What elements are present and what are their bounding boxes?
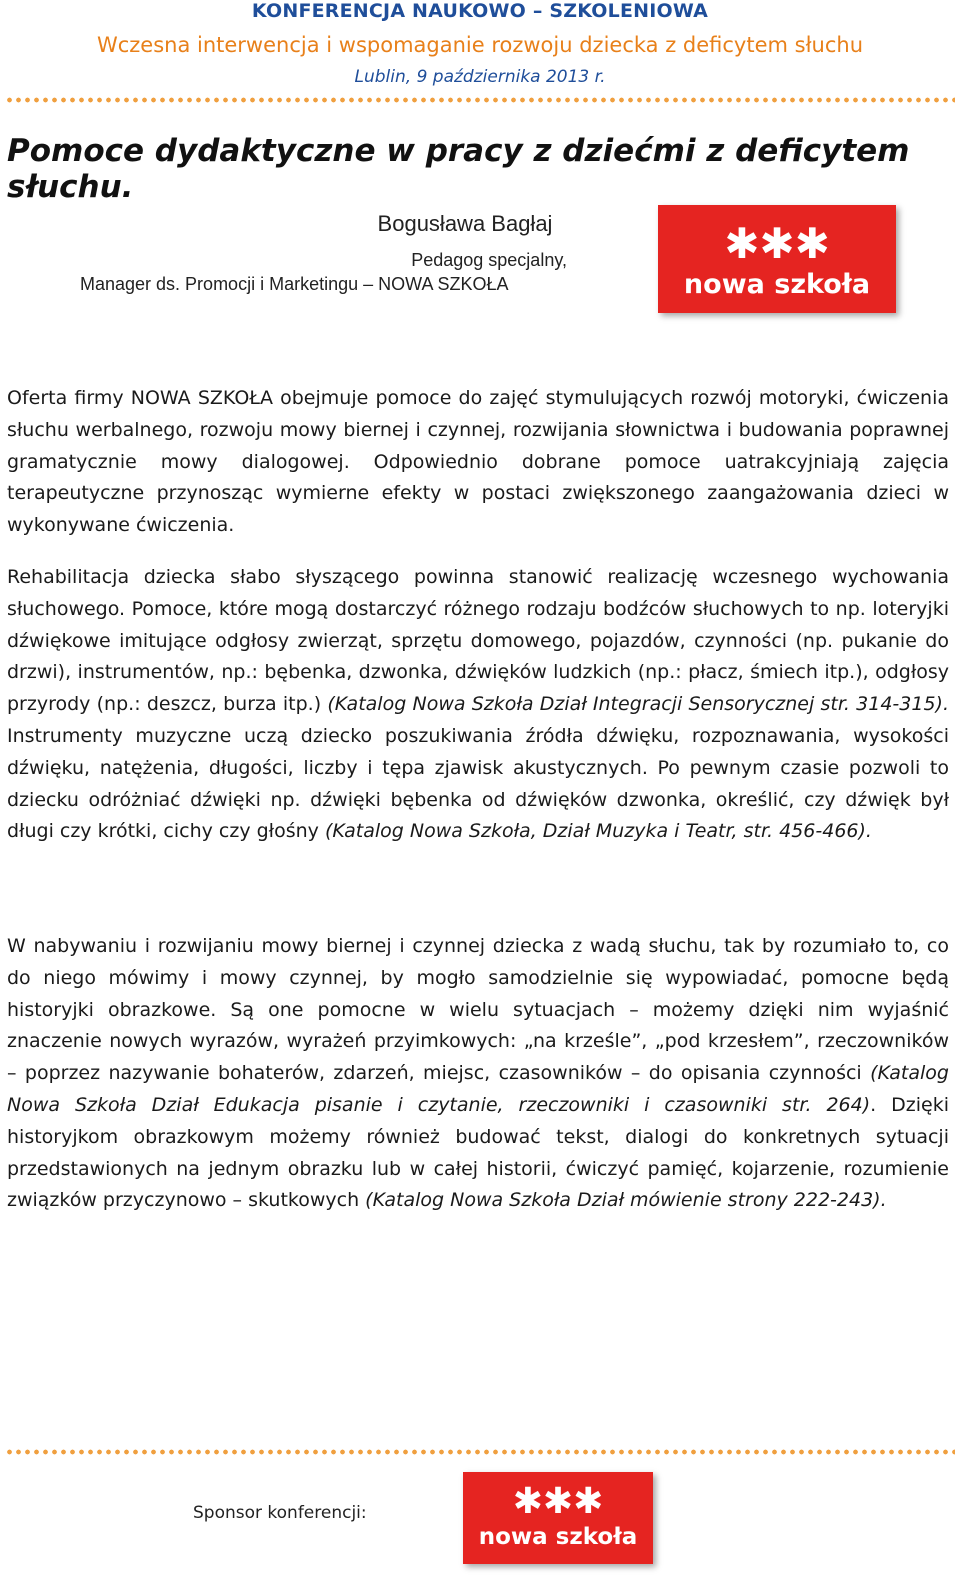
header-dotted-divider	[5, 97, 955, 103]
sponsor-label: Sponsor konferencji:	[193, 1503, 367, 1523]
paragraph-text: W nabywaniu i rozwijaniu mowy biernej i czynnej dziecka z wadą słuchu, tak by rozumiało to, co do niego mówimy i mowy czynnej, by mogło samodzielnie się wypowiadać, pomocne będą historyjki obrazkowe. Są one pomocne w wielu sytuacjach – możemy dzięki nim wyjaśnić znaczenie nowych wyrazów, wyrażeń przyimkowych: „na krześle”, „pod krzesłem”, rzeczowników – poprzez nazywanie bohaterów, zdarzeń, miejsc, czasowników – do opisania czynności	[7, 935, 949, 1085]
conference-subtitle: Wczesna interwencja i wspomaganie rozwoju dziecka z deficytem słuchu	[96, 33, 864, 57]
catalog-reference: (Katalog Nowa Szkoła Dział mówienie strony 222-243).	[365, 1189, 887, 1212]
catalog-reference: (Katalog Nowa Szkoła Dział Integracji Sensorycznej str. 314-315).	[327, 693, 949, 716]
paragraph-rehabilitation	[7, 562, 949, 848]
document-title: Pomoce dydaktyczne w pracy z dziećmi z deficytem słuchu.	[7, 133, 910, 205]
catalog-reference: (Katalog Nowa Szkoła Dział Edukacja pisanie i czytanie, rzeczowniki i czasowniki str. 264)	[7, 1062, 949, 1116]
nowa-szkola-logo	[658, 205, 896, 313]
children-figures-icon: ✱✱✱	[724, 219, 830, 268]
catalog-reference: (Katalog Nowa Szkoła, Dział Muzyka i Teatr, str. 456-466).	[324, 820, 872, 843]
paragraph-offer: Oferta firmy NOWA SZKOŁA obejmuje pomoce do zajęć stymulujących rozwój motoryki, ćwiczenia słuchu werbalnego, rozwoju mowy biernej i czynnej, rozwijania słownictwa i budowania poprawnej gramatycznie mowy dialogowej. Odpowiednio dobrane pomoce uatrakcyjniają zajęcia terapeutyczne przynosząc wymierne efekty w postaci zwiększonego zaangażowania dzieci w wykonywane ćwiczenia.	[7, 387, 949, 537]
author-name: Bogusława Bagłaj	[377, 211, 553, 236]
paragraph-text: . Dzięki historyjkom obrazkowym możemy również budować tekst, dialogi do konkretnych sytuacji przedstawionych na jednym obrazku lub w całej historii, ćwiczyć pamięć, kojarzenie, rozumienie związków przyczynowo – skutkowych	[7, 1093, 950, 1212]
paragraph-picture-stories	[7, 931, 949, 1217]
children-figures-icon: ✱✱✱	[512, 1481, 604, 1522]
logo-brand-text: nowa szkoła	[683, 269, 871, 300]
conference-name: KONFERENCJA NAUKOWO – SZKOLENIOWA	[251, 0, 709, 22]
logo-brand-text: nowa szkoła	[478, 1524, 638, 1550]
sponsor-logo	[463, 1472, 653, 1564]
conference-date: Lublin, 9 października 2013 r.	[354, 67, 606, 87]
author-role: Pedagog specjalny,	[411, 250, 567, 270]
paragraph-text: Instrumenty muzyczne uczą dziecko poszukiwania źródła dźwięku, rozpoznawania, wysokości dźwięku, natężenia, długości, liczby i tępa zjawisk akustycznych. Po pewnym czasie pozwoli to dziecku odróżniać dźwięki np. dźwięki bębenka od dźwięków dzwonka, określić, czy dźwięk był długi czy krótki, cichy czy głośny	[7, 724, 949, 843]
author-company: Manager ds. Promocji i Marketingu – NOWA SZKOŁA	[80, 274, 509, 294]
footer-dotted-divider	[5, 1449, 955, 1455]
paragraph-text: Rehabilitacja dziecka słabo słyszącego powinna stanowić realizację wczesnego wychowania słuchowego. Pomoce, które mogą dostarczyć różnego rodzaju bodźców słuchowych to np. loteryjki dźwiękowe imitujące odgłosy zwierząt, sprzętu domowego, pojazdów, czynności (np. pukanie do drzwi), instrumentów, np.: bębenka, dzwonka, dźwięków ludzkich (np.: płacz, śmiech itp.), odgłosy przyrody (np.: deszcz, burza itp.)	[7, 566, 949, 716]
